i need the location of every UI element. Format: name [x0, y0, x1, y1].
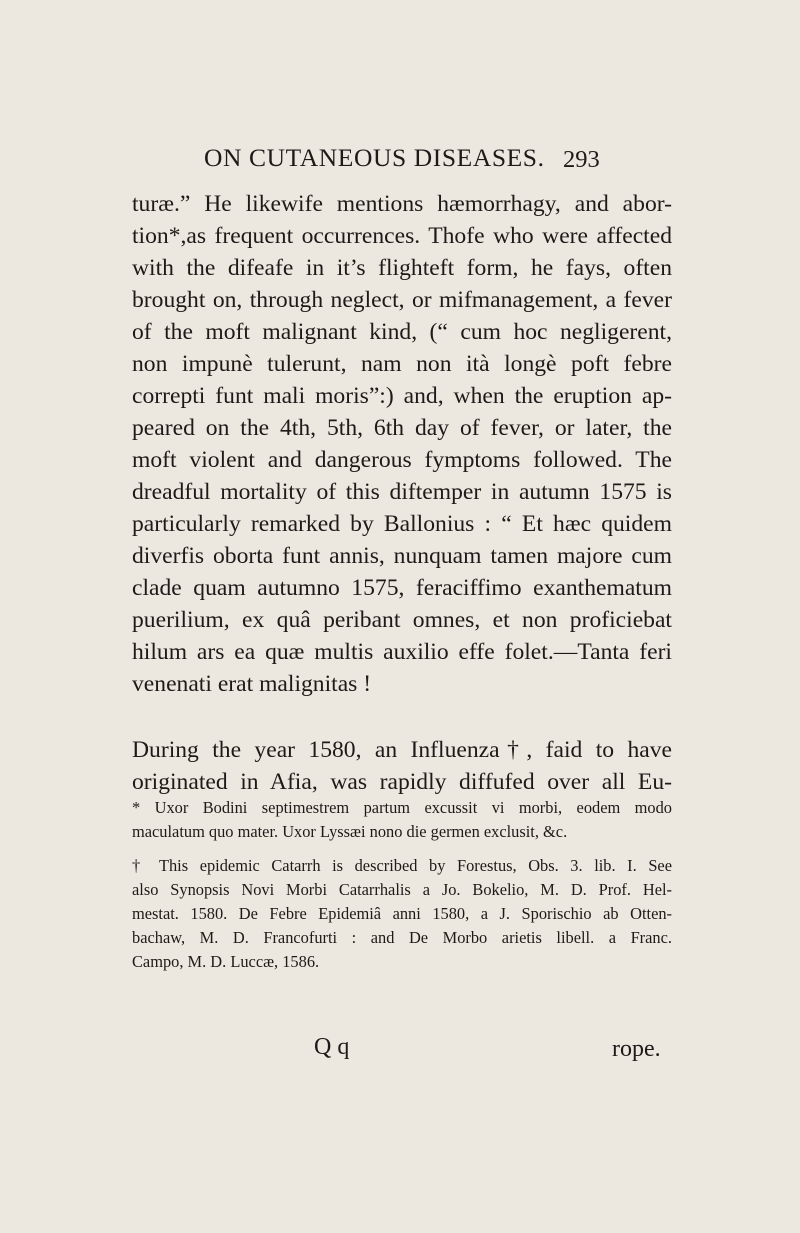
text-line: peared on the 4th, 5th, 6th day of fever, or later, the: [132, 415, 672, 441]
page-number: 293: [563, 146, 600, 173]
text-line: turæ.” He likewife mentions hæmorrhagy, and abor-: [132, 191, 672, 217]
text-line: diverfis oborta funt annis, nunquam tamen majore cum: [132, 543, 672, 569]
text-line: non impunè tulerunt, nam non ità longè poft febre: [132, 351, 672, 377]
catchword: rope.: [612, 1036, 661, 1062]
text-line: particularly remarked by Ballonius : “ Et hæc quidem: [132, 511, 672, 537]
text-line: dreadful mortality of this diftemper in autumn 1575 is: [132, 479, 672, 505]
text-line: hilum ars ea quæ multis auxilio effe folet.—Tanta feri: [132, 639, 672, 665]
text-line: clade quam autumno 1575, feraciffimo exanthematum: [132, 575, 672, 601]
text-line: with the difeafe in it’s flighteft form, he fays, often: [132, 255, 672, 281]
main-text: [132, 188, 672, 798]
text-line: of the moft malignant kind, (“ cum hoc negligerent,: [132, 319, 672, 345]
footnote-line: mestat. 1580. De Febre Epidemiâ anni 1580, a J. Sporischio ab Otten-: [132, 904, 672, 923]
footnote-line: Campo, M. D. Luccæ, 1586.: [132, 952, 320, 971]
text-line: moft violent and dangerous fymptoms followed. The: [132, 447, 672, 473]
footnote-line: also Synopsis Novi Morbi Catarrhalis a Jo. Bokelio, M. D. Prof. Hel-: [132, 880, 672, 899]
text-line: During the year 1580, an Influenza†, faid to have: [132, 737, 672, 763]
text-line: originated in Afia, was rapidly diffufed over all Eu-: [132, 769, 672, 795]
running-title: ON CUTANEOUS DISEASES.: [204, 143, 545, 172]
footnotes: [132, 796, 672, 974]
text-line: correpti funt mali moris”:) and, when the eruption ap-: [132, 383, 672, 409]
paragraph-2: [132, 734, 672, 798]
text-line: venenati erat malignitas !: [132, 671, 372, 697]
footnote-line: † This epidemic Catarrh is described by Forestus, Obs. 3. lib. I. See: [132, 856, 672, 875]
text-line: tion*,as frequent occurrences. Thofe who were affected: [132, 223, 672, 249]
signature-mark: Q q: [314, 1034, 350, 1060]
footnote-line: bachaw, M. D. Francofurti : and De Morbo arietis libell. a Franc.: [132, 928, 672, 947]
footnote-line: * Uxor Bodini septimestrem partum excussit vi morbi, eodem modo: [132, 798, 672, 817]
footnote-line: maculatum quo mater. Uxor Lyssæi nono die germen exclusit, &c.: [132, 822, 568, 841]
text-line: brought on, through neglect, or mifmanagement, a fever: [132, 287, 672, 313]
text-line: puerilium, ex quâ peribant omnes, et non proficiebat: [132, 607, 672, 633]
